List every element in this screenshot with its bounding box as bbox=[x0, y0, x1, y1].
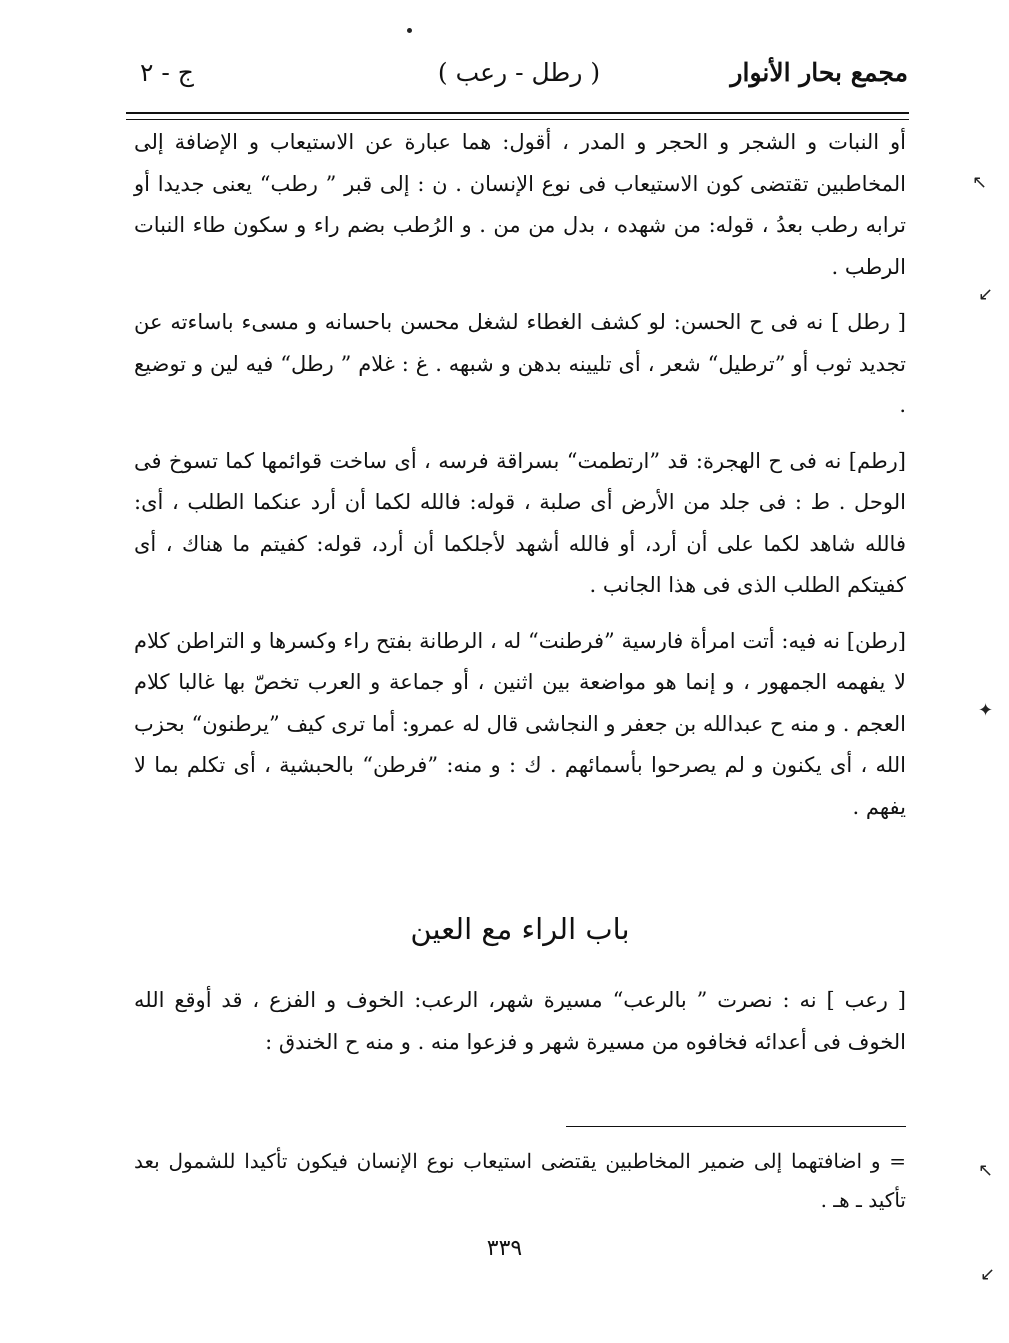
margin-mark-icon: ↙ bbox=[978, 284, 994, 305]
footnote bbox=[134, 1142, 906, 1220]
main-text bbox=[134, 122, 906, 828]
entry-ratm: [رطم] نه فى ح الهجرة: قد ”ارتطمت“ بسراقة فرسه ، أى ساخت قوائمها كما تسوخ فى الوحل . ط : فى جلد من الأرض أى صلبة ، قوله: فالله لكما أن أرد عنكما الطلب ، أى: فالله شاهد لكما على أن أرد، أو فالله أشهد لأجلكما أن أرد، قوله: كفيتم ما هناك ، أى كفيتكم الطلب الذى فى هذا الجانب . bbox=[134, 448, 906, 597]
section-title: باب الراء مع العين bbox=[410, 912, 630, 946]
margin-mark-icon: ↙ bbox=[980, 1264, 996, 1285]
footnote-text: = و اضافتهما إلى ضمير المخاطبين يقتضى استيعاب نوع الإنسان فيكون تأكيدا للشمول بعد تأكيد ـ هـ . bbox=[134, 1149, 906, 1212]
running-header bbox=[130, 58, 908, 102]
entry-ratl: [ رطل ] نه فى ح الحسن: لو كشف الغطاء لشغل محسن باحسانه و مسىء باساءته عن تجديد ثوب أو ”ترطيل“ شعر ، أى تليينه بدهن و شبهه . غ : غلام ” رطل“ فيه لين و توضيع . bbox=[134, 310, 906, 417]
ink-speck bbox=[407, 28, 412, 33]
entry-ratn: [رطن] نه فيه: أتت امرأة فارسية ”فرطنت“ له ، الرطانة بفتح راء وكسرها و التراطن كلام لا يفهمه الجمهور ، و إنما هو مواضعة بين اثنين ، أو جماعة و العرب تخصّ بها غالبا كلام العجم . و منه ح عبدالله بن جعفر و النجاشى قال له عمرو: أما ترى كيف ”يرطنون“ بحزب الله ، أى يكنون و لم يصرحوا بأسمائهم . ك : و منه: ”فرطن“ بالحبشية ، أى تكلم بما لا يفهم . bbox=[134, 628, 906, 819]
header-rule bbox=[126, 112, 909, 120]
entry-range: ( رطل - رعب ) bbox=[437, 58, 601, 87]
book-title: مجمع بحار الأنوار bbox=[730, 58, 908, 87]
section-text bbox=[134, 980, 906, 1063]
entry-rab: [ رعب ] نه : نصرت ” بالرعب“ مسيرة شهر، الرعب: الخوف و الفزع ، قد أوقع الله الخوف فى أعدائه فخافوه من مسيرة شهر و فزعوا منه . و منه ح الخندق : bbox=[134, 988, 906, 1054]
volume-number: ج - ٢ bbox=[140, 58, 194, 87]
margin-mark-icon: ↖ bbox=[972, 172, 988, 193]
footnote-rule bbox=[566, 1126, 906, 1127]
margin-mark-icon: ↖ bbox=[978, 1160, 994, 1181]
margin-mark-icon: ✦ bbox=[978, 700, 994, 721]
paragraph-continuation: أو النبات و الشجر و الحجر و المدر ، أقول: هما عبارة عن الاستيعاب و الإضافة إلى المخاطبين تقتضى كون الاستيعاب فى نوع الإنسان . ن : إلى قبر ” رطب“ يعنى جديدا أو ترابه رطب بعدُ ، قوله: من شهده ، بدل من من . و الرُطب بضم راء و سكون طاء النبات الرطب . bbox=[134, 130, 906, 279]
page-number: ٣٣٩ bbox=[486, 1236, 523, 1261]
